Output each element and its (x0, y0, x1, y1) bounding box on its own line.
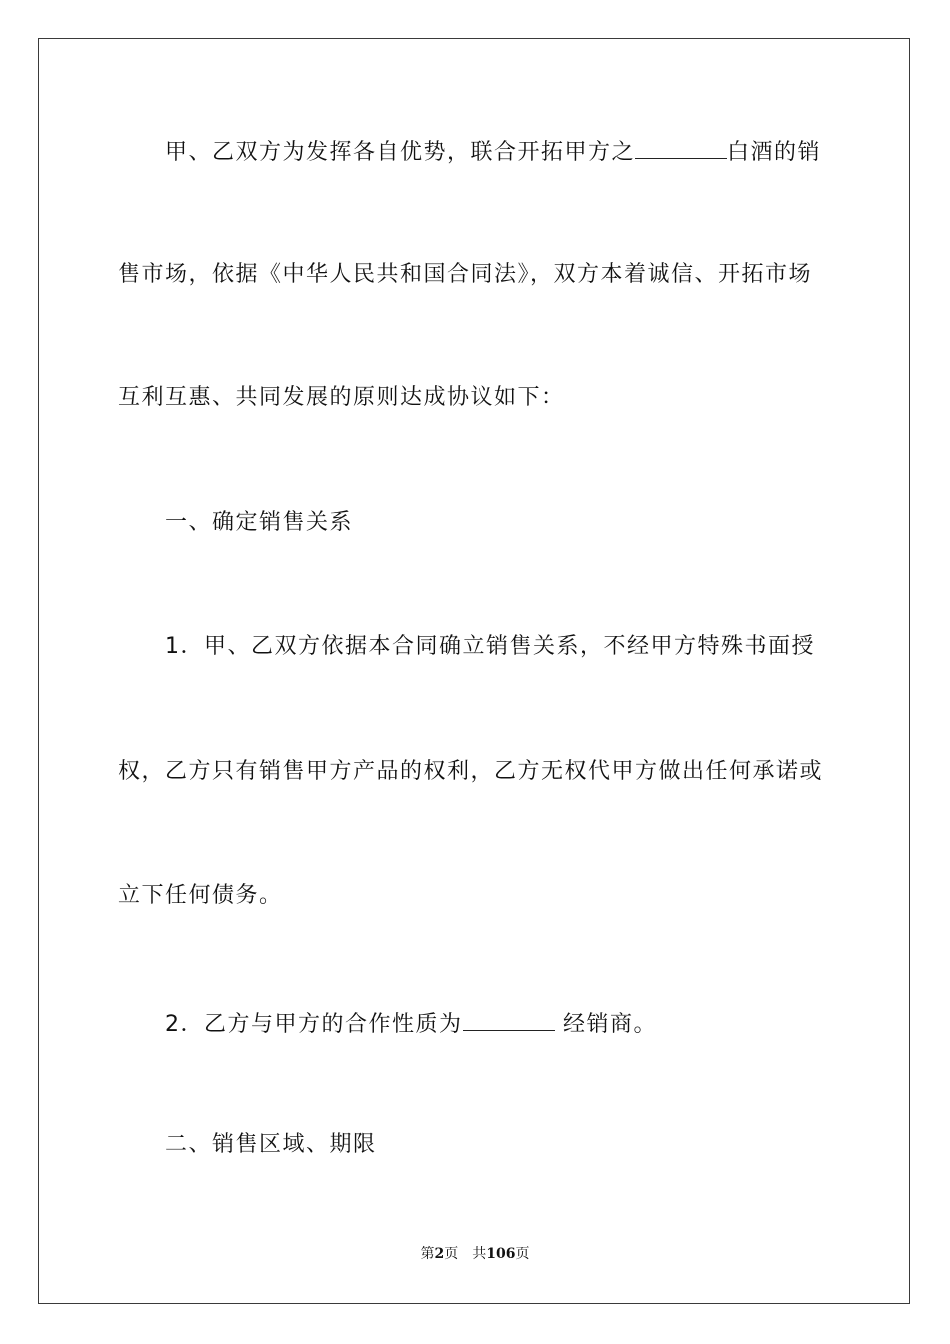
cooperation-type-blank (463, 1008, 555, 1031)
page-border (38, 38, 910, 1304)
page-footer (0, 1244, 950, 1264)
product-name-blank (635, 136, 727, 159)
footer-page-number: 2 (434, 1246, 445, 1262)
intro-paragraph-line-2: 售市场，依据《中华人民共和国合同法》，双方本着诚信、开拓市场 (118, 262, 813, 287)
item-1-line-1: 1．甲、乙双方依据本合同确立销售关系，不经甲方特殊书面授 (165, 634, 815, 659)
item-2-text-part-2: 经销商。 (554, 1012, 657, 1037)
footer-total-prefix: 共 (472, 1246, 487, 1262)
footer-total-suffix: 页 (515, 1246, 530, 1262)
intro-text-part-2: 白酒的销 (727, 140, 822, 165)
footer-page-prefix: 第 (420, 1246, 435, 1262)
section-1-heading: 一、确定销售关系 (165, 510, 354, 535)
section-2-heading: 二、销售区域、期限 (165, 1132, 377, 1157)
item-2-text-part-1: 2．乙方与甲方的合作性质为 (165, 1012, 463, 1037)
item-1-line-2: 权，乙方只有销售甲方产品的权利，乙方无权代甲方做出任何承诺或 (118, 759, 824, 784)
item-2-line (165, 1008, 885, 1040)
footer-page-suffix: 页 (444, 1246, 459, 1262)
intro-paragraph-line-3: 互利互惠、共同发展的原则达成协议如下： (118, 385, 565, 410)
intro-paragraph-line-1 (165, 136, 885, 168)
footer-total-pages: 106 (486, 1246, 516, 1262)
item-1-line-3: 立下任何债务。 (118, 883, 283, 908)
intro-text-part-1: 甲、乙双方为发挥各自优势，联合开拓甲方之 (165, 140, 636, 165)
